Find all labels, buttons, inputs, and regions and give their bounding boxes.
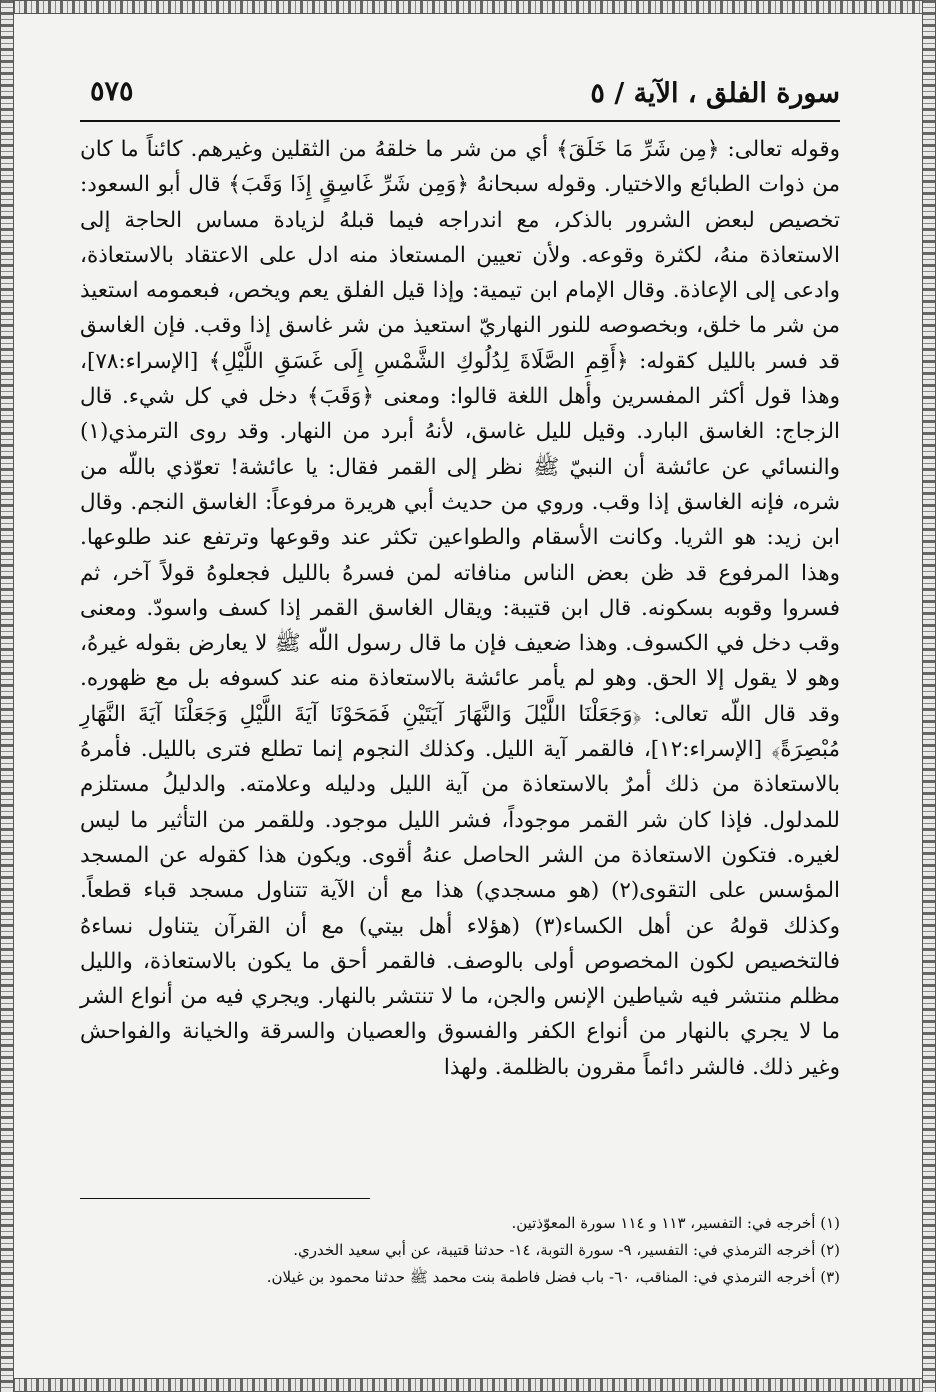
decorative-border-left [0, 0, 14, 1392]
running-title: سورة الفلق ، الآية / ٥ [590, 78, 840, 109]
footnote-2: (٢) أخرجه الترمذي في: التفسير، ٩- سورة التوبة، ١٤- حدثنا قتيبة، عن أبي سعيد الخدري. [293, 1241, 840, 1259]
footnote-divider [80, 1198, 370, 1199]
decorative-border-top [0, 0, 936, 14]
book-page [80, 60, 840, 1360]
decorative-border-bottom [0, 1378, 936, 1392]
footnote-1: (١) أخرجه في: التفسير، ١١٣ و ١١٤ سورة المعوّذتين. [511, 1214, 840, 1232]
footnotes [80, 1210, 840, 1291]
footnote-3: (٣) أخرجه الترمذي في: المناقب، ٦٠- باب فضل فاطمة بنت محمد ﷺ حدثنا محمود بن غيلان. [266, 1268, 840, 1286]
page-number: ٥٧٥ [90, 76, 134, 107]
body-paragraph: وقوله تعالى: ﴿مِن شَرِّ مَا خَلَقَ﴾ أي من شر ما خلقهُ من الثقلين وغيرهم. كائناً ما كان من ذوات الطبائع والاختيار. وقوله سبحانهُ ﴿وَمِن شَرِّ غَاسِقٍ إِذَا وَقَبَ﴾ قال أبو السعود: تخصيص لبعض الشرور بالذكر، مع اندراجه فيما قبلهُ لزيادة مساس الحاجة إلى الاستعاذة منهُ، لكثرة وقوعه. ولأن تعيين المستعاذ منه ادل على الاعتقاد بالاستعاذة، وادعى إلى الإعاذة. وقال الإمام ابن تيمية: وإذا قيل الفلق يعم ويخص، فبعمومه استعيذ من شر ما خلق، وبخصوصه للنور النهاريّ استعيذ من شر غاسق إذا وقب. فإن الغاسق قد فسر بالليل كقوله: ﴿أَقِمِ الصَّلَاةَ لِدُلُوكِ الشَّمْسِ إِلَى غَسَقِ اللَّيْلِ﴾ [الإسراء:٧٨]، وهذا قول أكثر المفسرين وأهل اللغة قالوا: ومعنى ﴿وَقَبَ﴾ دخل في كل شيء. قال الزجاج: الغاسق البارد. وقيل لليل غاسق، لأنهُ أبرد من النهار. وقد روى الترمذي(١) والنسائي عن عائشة أن النبيّ ﷺ نظر إلى القمر فقال: يا عائشة! تعوّذي باللّه من شره، فإنه الغاسق إذا وقب. وروي من حديث أبي هريرة مرفوعاً: الغاسق النجم. وقال ابن زيد: هو الثريا. وكانت الأسقام والطواعين تكثر عند وقوعها وترتفع عند طلوعها. وهذا المرفوع قد ظن بعض الناس منافاته لمن فسرهُ بالليل فجعلوهُ قولاً آخر، ثم فسروا وقوبه بسكونه. قال ابن قتيبة: ويقال الغاسق القمر إذا كسف واسودّ. ومعنى وقب دخل في الكسوف. وهذا ضعيف فإن ما قال رسول اللّه ﷺ لا يعارض بقوله غيرهُ، وهو لا يقول إلا الحق. وهو لم يأمر عائشة بالاستعاذة منه عند كسوفه بل مع ظهوره. وقد قال اللّه تعالى: ﴿وَجَعَلْنَا اللَّيْلَ وَالنَّهَارَ آيَتَيْنِ فَمَحَوْنَا آيَةَ اللَّيْلِ وَجَعَلْنَا آيَةَ النَّهَارِ مُبْصِرَةً﴾ [الإسراء:١٢]، فالقمر آية الليل. وكذلك النجوم إنما تطلع فترى بالليل. فأمرهُ بالاستعاذة من ذلك أمرٌ بالاستعاذة من آية الليل ودليله وعلامته. والدليلُ مستلزم للمدلول. فإذا كان شر القمر موجوداً، فشر الليل موجود. وللقمر من التأثير ما ليس لغيره. فتكون الاستعاذة من الشر الحاصل عنهُ أقوى. ويكون هذا كقوله عن المسجد المؤسس على التقوى(٢) (هو مسجدي) هذا مع أن الآية تتناول مسجد قباء قطعاً. وكذلك قولهُ عن أهل الكساء(٣) (هؤلاء أهل بيتي) مع أن القرآن يتناول نساءهُ فالتخصيص لكون المخصوص أولى بالوصف. فالقمر أحق ما يكون بالاستعاذة، والليل مظلم منتشر فيه شياطين الإنس والجن، ما لا تنتشر بالنهار. ويجري فيه من أنواع الشر ما لا يجري بالنهار من أنواع الكفر والفسوق والعصيان والسرقة والخيانة والفواحش وغير ذلك. فالشر دائماً مقرون بالظلمة. ولهذا [80, 137, 841, 1080]
main-text [80, 132, 840, 1085]
page-header [80, 70, 840, 122]
decorative-border-right [922, 0, 936, 1392]
